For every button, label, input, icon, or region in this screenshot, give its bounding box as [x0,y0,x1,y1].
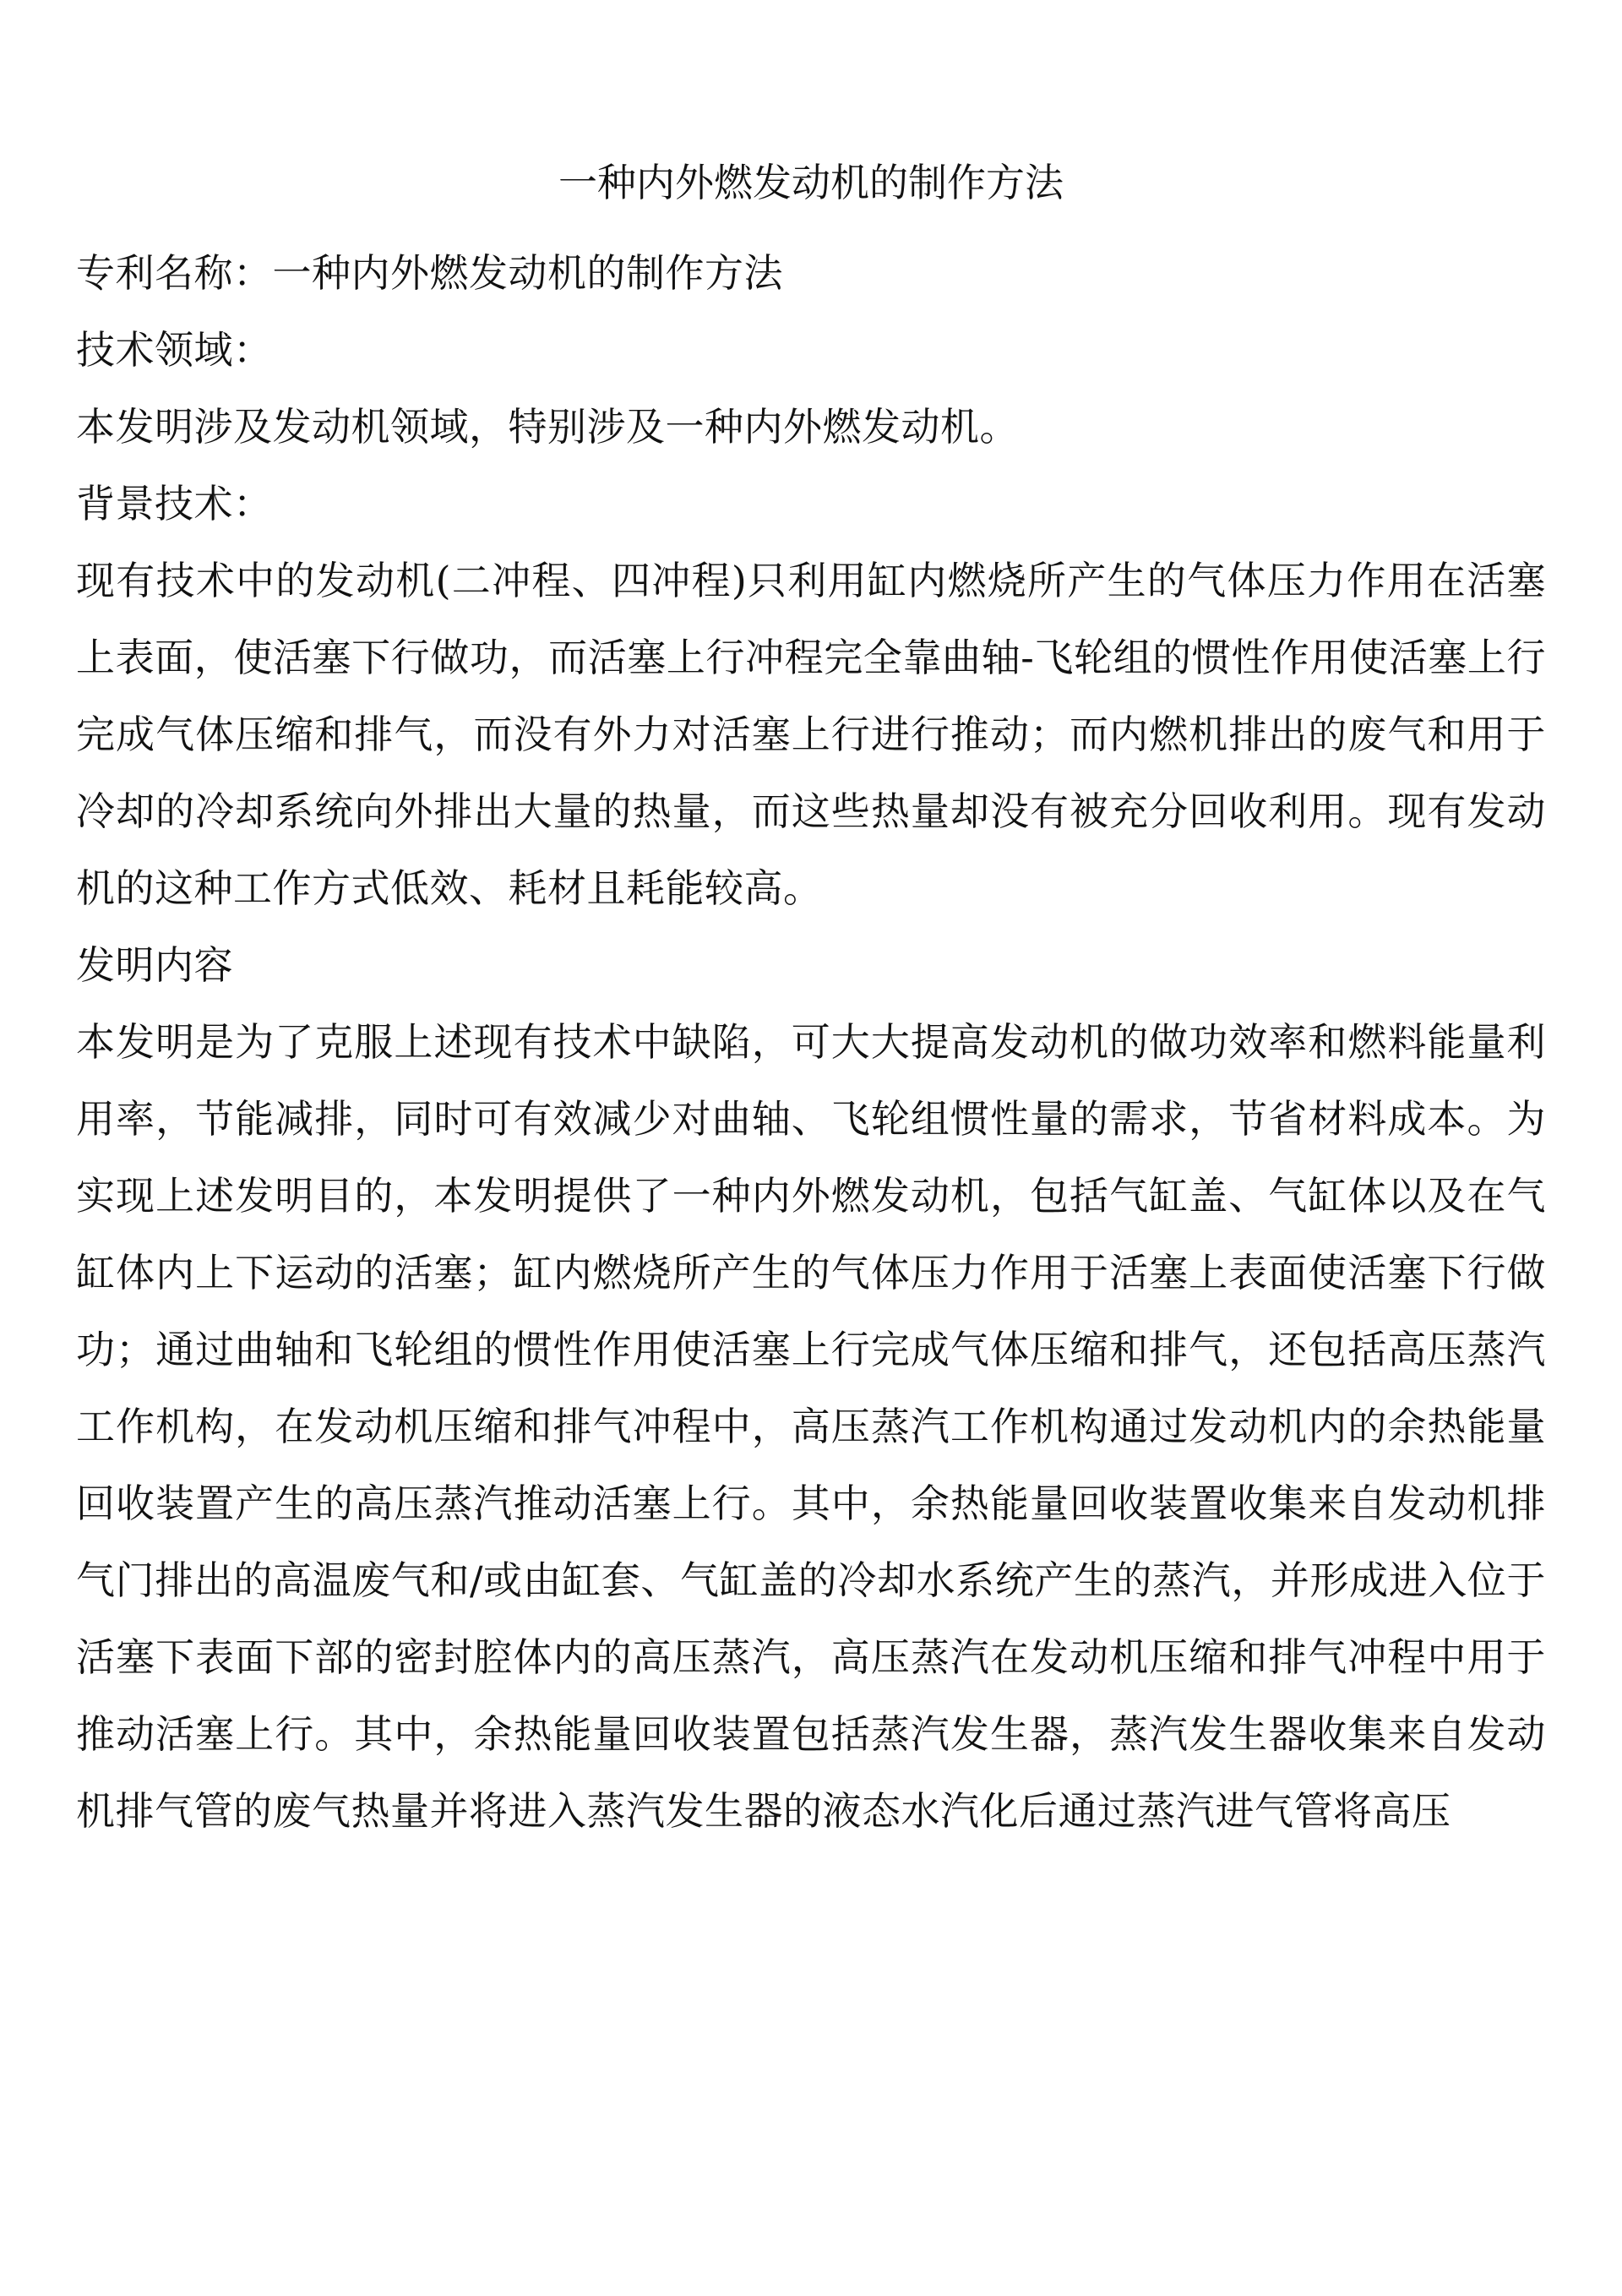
document-title: 一种内外燃发动机的制作方法 [558,160,1064,205]
technical-field-heading: 技术领域： [76,327,273,373]
invention-text: 本发明是为了克服上述现有技术中缺陷，可大大提高发动机的做功效率和燃料能量利用率，节能减排，同时可有效减少对曲轴、飞轮组惯性量的需求，节省材料成本。为实现上述发明目的，本发明提供了一种内外燃发动机，包括气缸盖、气缸体以及在气缸体内上下运动的活塞；缸内燃烧所产生的气体压力作用于活塞上表面使活塞下行做功；通过曲轴和飞轮组的惯性作用使活塞上行完成气体压缩和排气，还包括高压蒸汽工作机构，在发动机压缩和排气冲程中，高压蒸汽工作机构通过发动机内的余热能量回收装置产生的高压蒸汽推动活塞上行。其中，余热能量回收装置收集来自发动机排气门排出的高温废气和/或由缸套、气缸盖的冷却水系统产生的蒸汽，并形成进入位于活塞下表面下部的密封腔体内的高压蒸汽，高压蒸汽在发动机压缩和排气冲程中用于推动活塞上行。其中，余热能量回收装置包括蒸汽发生器，蒸汽发生器收集来自发动机排气管的废气热量并将进入蒸汽发生器的液态水汽化后通过蒸汽进气管将高压 [76,1019,1546,1834]
patent-name-line: 专利名称：一种内外燃发动机的制作方法 [76,250,783,296]
background-text: 现有技术中的发动机(二冲程、四冲程)只利用缸内燃烧所产生的气体压力作用在活塞上表面，使活塞下行做功，而活塞上行冲程完全靠曲轴-飞轮组的惯性作用使活塞上行完成气体压缩和排气，而没有外力对活塞上行进行推动；而内燃机排出的废气和用于冷却的冷却系统向外排出大量的热量，而这些热量却没有被充分回收利用。现有发动机的这种工作方式低效、耗材且耗能较高。 [76,558,1546,911]
invention-heading: 发明内容 [76,942,233,988]
technical-field-text: 本发明涉及发动机领域，特别涉及一种内外燃发动机。 [76,404,1019,450]
background-heading: 背景技术： [76,481,273,526]
